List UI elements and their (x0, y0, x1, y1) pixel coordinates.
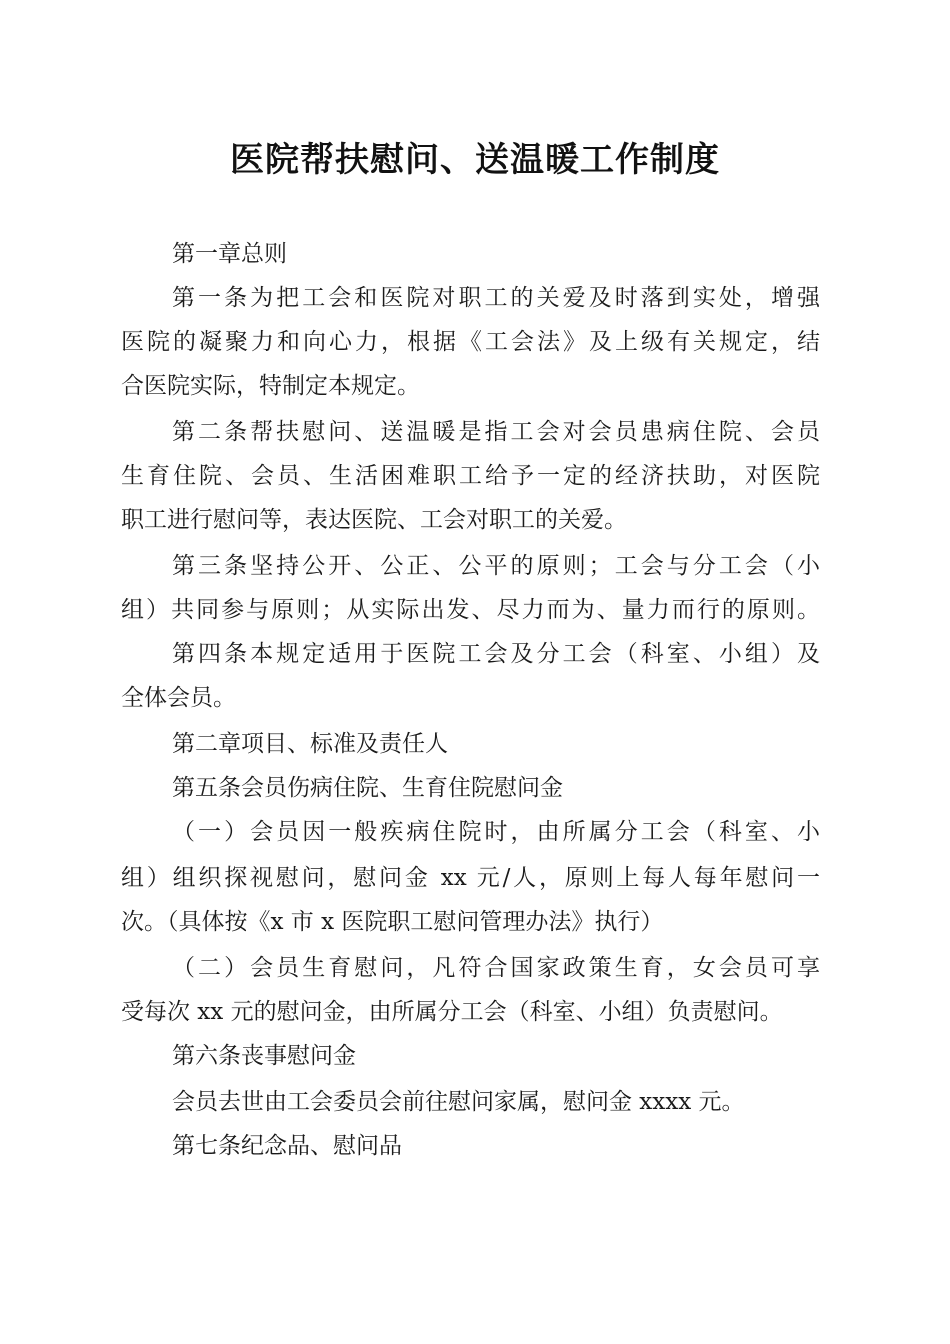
paragraph-line: 组）组织探视慰问，慰问金 xx 元/人，原则上每人每年慰问一 (121, 865, 820, 891)
paragraph-line: 第二条帮扶慰问、送温暖是指工会对会员患病住院、会员 (172, 419, 820, 445)
paragraph-line: 医院的凝聚力和向心力，根据《工会法》及上级有关规定，结 (121, 329, 820, 355)
paragraph-line: 受每次 xx 元的慰问金，由所属分工会（科室、小组）负责慰问。 (121, 999, 783, 1025)
article-heading: 第六条丧事慰问金 (172, 1043, 356, 1069)
paragraph-line: 职工进行慰问等，表达医院、工会对职工的关爱。 (121, 507, 627, 533)
paragraph-line: 次。（具体按《x 市 x 医院职工慰问管理办法》执行） (121, 909, 664, 935)
paragraph-line: 会员去世由工会委员会前往慰问家属，慰问金 xxxx 元。 (172, 1089, 745, 1115)
paragraph-line: （二）会员生育慰问，凡符合国家政策生育，女会员可享 (172, 955, 820, 981)
article-heading: 第七条纪念品、慰问品 (172, 1133, 402, 1159)
chapter-heading-1: 第一章总则 (172, 241, 287, 267)
paragraph-line: 合医院实际，特制定本规定。 (121, 373, 420, 399)
paragraph-line: （一）会员因一般疾病住院时，由所属分工会（科室、小 (172, 819, 820, 845)
chapter-heading-2: 第二章项目、标准及责任人 (172, 731, 448, 757)
document-title: 医院帮扶慰问、送温暖工作制度 (230, 140, 720, 180)
paragraph-line: 全体会员。 (121, 685, 236, 711)
paragraph-line: 第四条本规定适用于医院工会及分工会（科室、小组）及 (172, 641, 820, 667)
paragraph-line: 组）共同参与原则；从实际出发、尽力而为、量力而行的原则。 (121, 597, 820, 623)
paragraph-line: 生育住院、会员、生活困难职工给予一定的经济扶助，对医院 (121, 463, 820, 489)
article-heading: 第五条会员伤病住院、生育住院慰问金 (172, 775, 563, 801)
paragraph-line: 第一条为把工会和医院对职工的关爱及时落到实处，增强 (172, 285, 820, 311)
paragraph-line: 第三条坚持公开、公正、公平的原则；工会与分工会（小 (172, 553, 820, 579)
